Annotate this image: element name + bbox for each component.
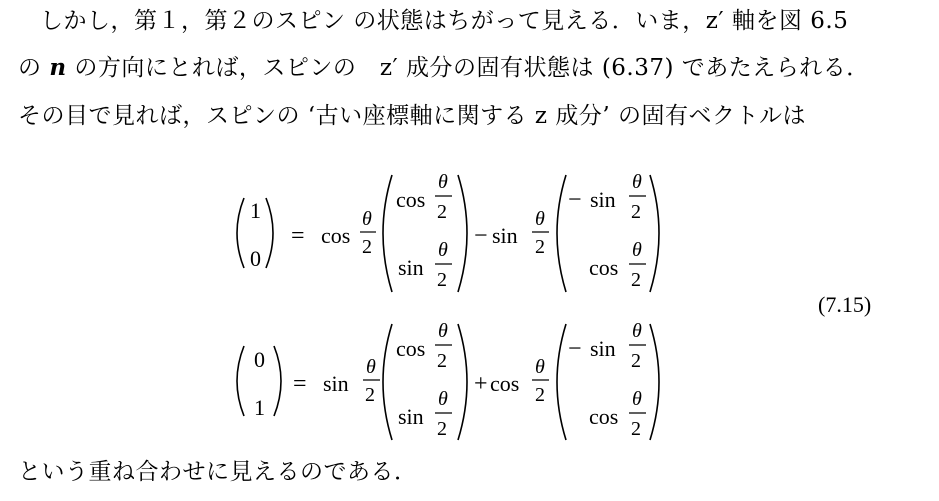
theta: θ (535, 356, 545, 378)
minus-sign: − (474, 223, 488, 249)
equation-number: (7.15) (818, 292, 872, 317)
paragraph-line-4: という重ね合わせに見えるのである． (18, 459, 418, 485)
theta: θ (366, 356, 376, 378)
two: 2 (437, 418, 447, 440)
right-paren (650, 175, 659, 292)
right-paren (458, 324, 467, 440)
cos-text: cos (396, 336, 426, 361)
cos-text: cos (589, 404, 619, 429)
paragraph-line-1: しかし，第１，第２のスピン の状態はちがって見える．いま，z′ 軸を図 6.5 (40, 8, 849, 34)
two: 2 (631, 269, 641, 291)
sin-text: sin (590, 336, 616, 361)
cos-text: cos (321, 223, 351, 248)
theta: θ (632, 320, 642, 342)
two: 2 (631, 201, 641, 223)
vec2-bottom: 1 (254, 395, 265, 420)
line2-pre: の (18, 55, 50, 81)
plus-sign: + (474, 371, 488, 397)
left-paren (383, 324, 392, 440)
sin-text: sin (398, 404, 424, 429)
minus-sign: − (568, 336, 582, 362)
cos-text: cos (396, 187, 426, 212)
right-paren (650, 324, 659, 440)
equals-sign: = (293, 371, 307, 397)
cos-text: cos (490, 371, 520, 396)
theta: θ (362, 208, 372, 230)
two: 2 (437, 201, 447, 223)
vector-n: n (49, 54, 67, 81)
vec1-bottom: 0 (250, 246, 261, 271)
vec2-top: 0 (254, 347, 265, 372)
left-paren (557, 324, 566, 440)
line2-post: の方向にとれば，スピンの z′ 成分の固有状態は (6.37) であたえられる． (66, 55, 870, 81)
right-paren (458, 175, 467, 292)
left-paren (383, 175, 392, 292)
left-paren (557, 175, 566, 292)
theta: θ (438, 171, 448, 193)
two: 2 (631, 418, 641, 440)
theta: θ (438, 239, 448, 261)
sin-text: sin (492, 223, 518, 248)
left-paren (237, 198, 244, 268)
sin-text: sin (323, 371, 349, 396)
paragraph-line-3: その目で見れば，スピンの ‘古い座標軸に関する z 成分’ の固有ベクトルは (18, 103, 806, 129)
theta: θ (535, 208, 545, 230)
theta: θ (438, 388, 448, 410)
sin-text: sin (590, 187, 616, 212)
equation-row-2 (237, 320, 659, 440)
two: 2 (631, 350, 641, 372)
two: 2 (437, 269, 447, 291)
right-paren (274, 346, 281, 416)
two: 2 (437, 350, 447, 372)
two: 2 (535, 236, 545, 258)
theta: θ (632, 171, 642, 193)
two: 2 (535, 384, 545, 406)
two: 2 (365, 384, 375, 406)
right-paren (266, 198, 273, 268)
sin-text: sin (398, 255, 424, 280)
left-paren (237, 346, 244, 416)
theta: θ (632, 388, 642, 410)
equals-sign: = (291, 223, 305, 249)
equation-row-1 (237, 171, 659, 292)
minus-sign: − (568, 187, 582, 213)
theta: θ (632, 239, 642, 261)
theta: θ (438, 320, 448, 342)
cos-text: cos (589, 255, 619, 280)
vec1-top: 1 (250, 198, 261, 223)
two: 2 (362, 236, 372, 258)
